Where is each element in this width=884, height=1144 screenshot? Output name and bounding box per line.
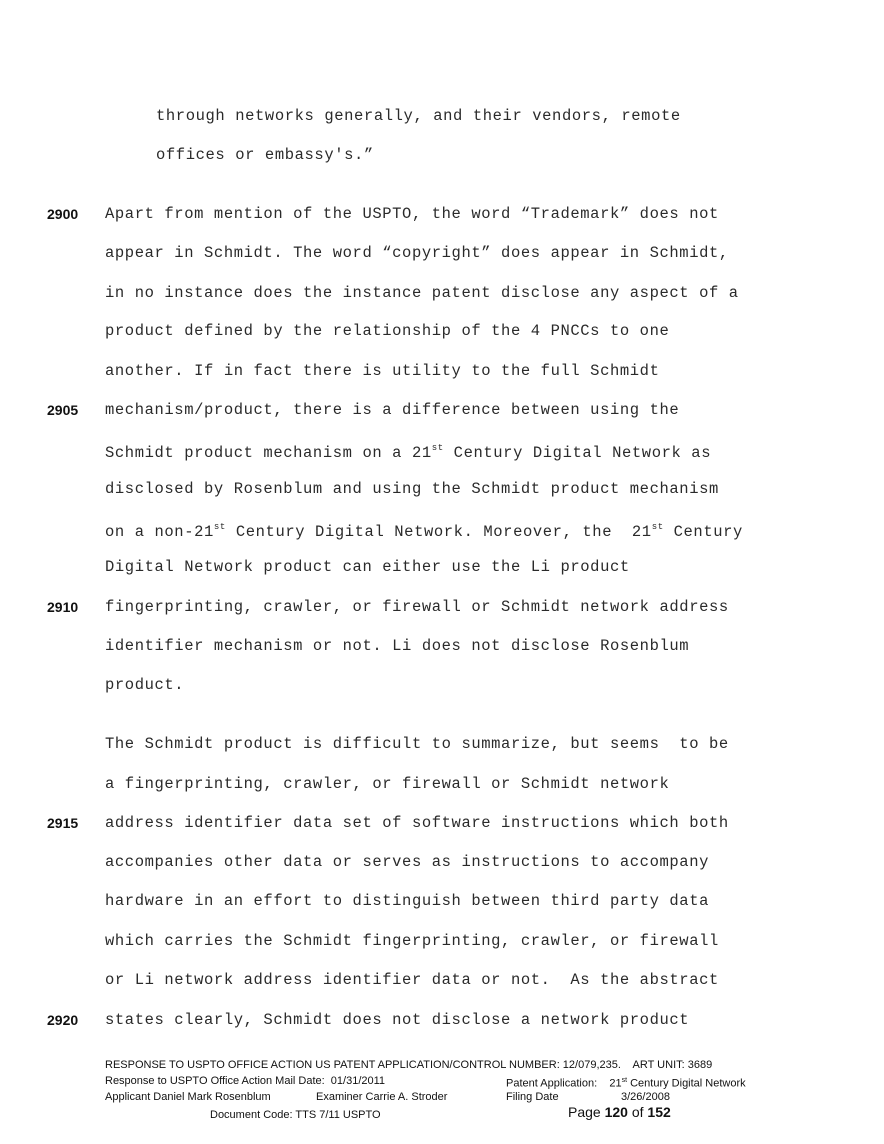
body-line: Schmidt product mechanism on a 21st Century Digital Network as bbox=[105, 443, 712, 463]
footer-applicant: Applicant Daniel Mark Rosenblum bbox=[105, 1091, 271, 1103]
body-line: product defined by the relationship of the 4 PNCCs to one bbox=[105, 322, 670, 340]
body-line: Digital Network product can either use the Li product bbox=[105, 558, 630, 576]
body-line: through networks generally, and their vendors, remote bbox=[156, 107, 681, 125]
line-number: 2920 bbox=[47, 1012, 79, 1028]
body-line: disclosed by Rosenblum and using the Schmidt product mechanism bbox=[105, 480, 719, 498]
body-line: hardware in an effort to distinguish between third party data bbox=[105, 892, 709, 910]
line-number: 2915 bbox=[47, 815, 79, 831]
page-indicator: Page 120 of 152 bbox=[568, 1104, 671, 1120]
body-line: or Li network address identifier data or not. As the abstract bbox=[105, 971, 719, 989]
body-line: product. bbox=[105, 676, 185, 694]
line-number: 2910 bbox=[47, 599, 79, 615]
line-number: 2900 bbox=[47, 206, 79, 222]
body-line: accompanies other data or serves as instructions to accompany bbox=[105, 853, 709, 871]
body-line: The Schmidt product is difficult to summarize, but seems to be bbox=[105, 735, 729, 753]
footer-filing-date: 3/26/2008 bbox=[621, 1091, 670, 1103]
body-line: fingerprinting, crawler, or firewall or Schmidt network address bbox=[105, 598, 729, 616]
footer-line: RESPONSE TO USPTO OFFICE ACTION US PATENT APPLICATION/CONTROL NUMBER: 12/079,235. ART UNIT: 3689 bbox=[105, 1059, 713, 1071]
body-line: a fingerprinting, crawler, or firewall or Schmidt network bbox=[105, 775, 670, 793]
footer-filing-date-label: Filing Date bbox=[506, 1091, 559, 1103]
body-line: mechanism/product, there is a difference between using the bbox=[105, 401, 680, 419]
line-number: 2905 bbox=[47, 402, 79, 418]
footer-mail-date: Response to USPTO Office Action Mail Date: 01/31/2011 bbox=[105, 1075, 386, 1087]
footer-patent-application: Patent Application: 21st Century Digital Network bbox=[506, 1077, 746, 1090]
body-line: on a non-21st Century Digital Network. Moreover, the 21st Century bbox=[105, 522, 743, 542]
footer-examiner: Examiner Carrie A. Stroder bbox=[316, 1091, 448, 1103]
body-line: offices or embassy's.” bbox=[156, 146, 374, 164]
body-line: states clearly, Schmidt does not disclose a network product bbox=[105, 1011, 690, 1029]
body-line: Apart from mention of the USPTO, the word “Trademark” does not bbox=[105, 205, 719, 223]
body-line: in no instance does the instance patent disclose any aspect of a bbox=[105, 284, 739, 302]
body-line: another. If in fact there is utility to the full Schmidt bbox=[105, 362, 660, 380]
body-line: appear in Schmidt. The word “copyright” does appear in Schmidt, bbox=[105, 244, 729, 262]
body-line: identifier mechanism or not. Li does not disclose Rosenblum bbox=[105, 637, 690, 655]
body-line: which carries the Schmidt fingerprinting, crawler, or firewall bbox=[105, 932, 719, 950]
footer-document-code: Document Code: TTS 7/11 USPTO bbox=[210, 1109, 381, 1121]
body-line: address identifier data set of software instructions which both bbox=[105, 814, 729, 832]
